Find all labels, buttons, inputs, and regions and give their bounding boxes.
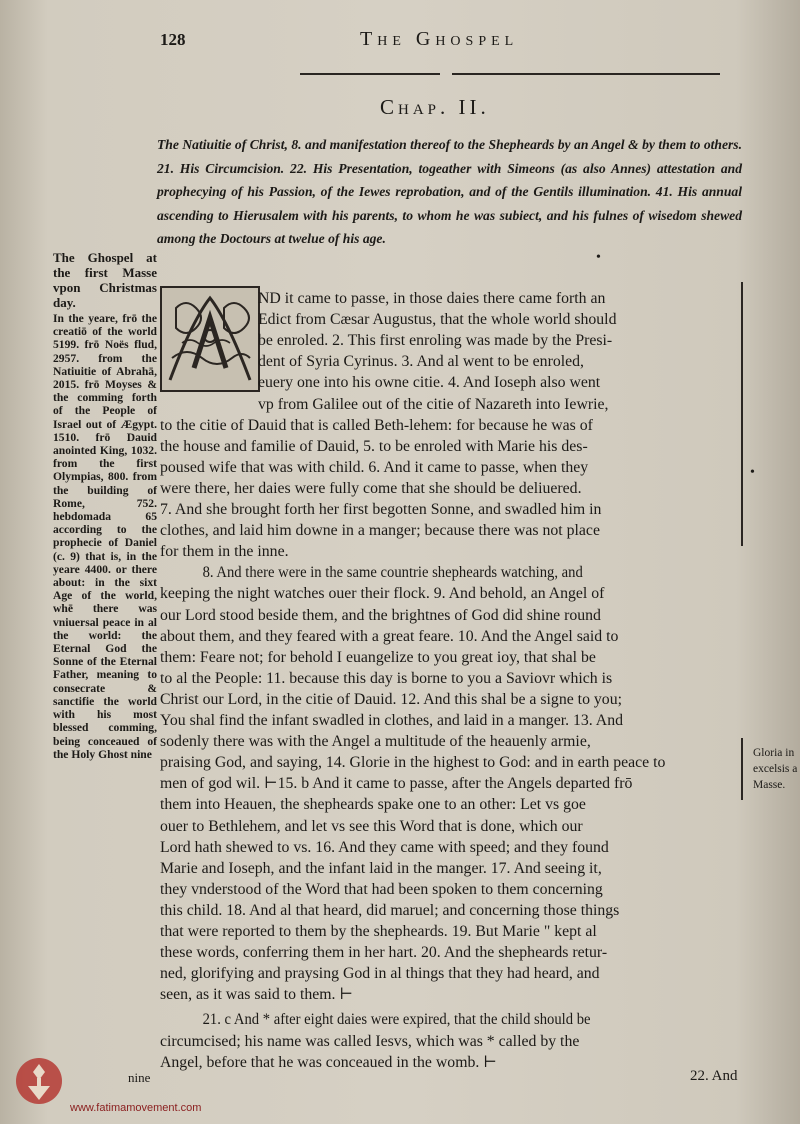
text-line: these words, conferring them in her hart. 20. And the shepheards retur-: [160, 944, 608, 962]
drop-cap-ornament: [162, 288, 258, 390]
text-line: them into Heauen, the shepheards spake one to an other: Let vs goe: [160, 796, 586, 814]
text-line: that were reported to them by the shepheards. 19. But Marie " kept al: [160, 923, 597, 940]
text-line: euery one into his owne citie. 4. And Ioseph also went: [258, 374, 601, 392]
left-margin-notes: [53, 250, 157, 761]
margin-rule-right-mid: [741, 738, 743, 800]
text-line: to the citie of Dauid that is called Beth-lehem: for because he was of: [160, 416, 593, 434]
text-line: praising God, and saying, 14. Glorie in the highest to God: and in earth peace to: [160, 754, 666, 772]
text-line: for them in the inne.: [160, 543, 289, 561]
text-line: Lord hath shewed to vs. 16. And they came with speed; and they found: [160, 838, 609, 856]
text-line: Angel, before that he was conceaued in the womb. ⊢: [160, 1053, 497, 1071]
text-line: ouer to Bethlehem, and let vs see this Word that is done, which our: [160, 817, 583, 835]
text-line: poused wife that was with child. 6. And it came to passe, when they: [160, 458, 589, 476]
text-line: be enroled. 2. This first enroling was made by the Presi-: [258, 332, 613, 350]
text-line: them: Feare not; for behold I euangelize to you great ioy, that shal be: [160, 648, 596, 666]
text-line: men of god wil. ⊢15. b And it came to passe, after the Angels departed frō: [160, 775, 633, 793]
margin-heading: The Ghospel at the first Masse vpon Christmas day.: [53, 250, 157, 310]
right-margin-note: Gloria in excelsis a Masse.: [753, 747, 798, 791]
text-line: to al the People: 11. because this day is borne to you a Saviovr which is: [160, 669, 613, 687]
text-line: vp from Galilee out of the citie of Nazareth into Iewrie,: [258, 395, 609, 413]
text-line: seen, as it was said to them. ⊢: [160, 986, 354, 1004]
text-line: clothes, and laid him downe in a manger; because there was not place: [160, 522, 600, 540]
margin-rule-right-top: [741, 282, 743, 546]
text-line: circumcised; his name was called Iesvs, which was * called by the: [160, 1032, 580, 1050]
text-line: they vnderstood of the Word that had been spoken to them concerning: [160, 880, 603, 898]
text-line: 21. c And * after eight daies were expired, that the child should be: [202, 1011, 591, 1029]
header-rule-left: [300, 73, 440, 75]
papal-emblem-icon: [14, 1056, 64, 1106]
text-line: were there, her daies were fully come that she should be deliuered.: [160, 479, 582, 497]
margin-dot: •: [750, 465, 755, 480]
drop-cap: [160, 286, 260, 392]
text-line: this child. 18. And al that heard, did maruel; and concerning those things: [160, 901, 620, 919]
text-line: 8. And there were in the same countrie shepheards watching, and: [202, 564, 583, 582]
catchword-right: 22. And: [690, 1068, 738, 1084]
text-line: our Lord stood beside them, and the brightnes of God did shine round: [160, 606, 601, 624]
page-number: 128: [160, 30, 186, 49]
text-line: Marie and Ioseph, and the infant laid in the manger. 17. And seeing it,: [160, 859, 602, 877]
text-line: Edict from Cæsar Augustus, that the whole world should: [258, 311, 617, 329]
text-line: ND it came to passe, in those daies there came forth an: [258, 290, 606, 307]
catchword-left: nine: [128, 1070, 151, 1085]
text-line: ned, glorifying and praysing God in al things that they had heard, and: [160, 965, 600, 983]
chapter-heading: Chap. II.: [380, 95, 490, 119]
text-line: Christ our Lord, in the citie of Dauid. 12. And this shal be a signe to you;: [160, 690, 622, 708]
text-line: keeping the night watches ouer their flock. 9. And behold, an Angel of: [160, 585, 605, 603]
text-line: about them, and they feared with a great feare. 10. And the Angel said to: [160, 627, 619, 645]
argument-dot: •: [596, 250, 601, 265]
text-line: the house and familie of Dauid, 5. to be enroled with Marie his des-: [160, 437, 588, 455]
margin-chronology-note: In the yeare, frō the creatiō of the world 5199. frō Noës flud, 2957. from the Natiuitie of Abrahā, 2015. frō Moyses & the comming forth of the People of Israel out of Ægypt. 1510. frō Dauid anointed King, 1032. from the first Olympias, 800. from the building of Rome, 752. hebdomada 65 according to the prophecie of Daniel (c. 9) that is, in the yeare 4400. or there about: in the sixt Age of the world, whē there was vniuersal peace in al the world: the Eternal God the Sonne of the Eternal Father, meaning to consecrate & sanctifie the world with his most blessed comming, being conceaued of the Holy Ghost nine: [53, 312, 157, 761]
watermark-url: www.fatimamovement.com: [70, 1102, 202, 1114]
text-line: You shal find the infant swadled in clothes, and laid in a manger. 13. And: [160, 712, 624, 729]
text-line: 7. And she brought forth her first begotten Sonne, and swadled him in: [160, 501, 602, 518]
header-rule-right: [452, 73, 720, 75]
chapter-argument: The Natiuitie of Christ, 8. and manifestation thereof to the Shepheards by an Angel & by them to others. 21. His Circumcision. 22. His Presentation, togeather with Simeons (as also Annes) attestation and prophecying of his Passion, of the Iewes reprobation, and of the Gentils illumination. 41. His annual ascending to Hierusalem with his parents, to whom he was subiect, and his fulnes of wisedom shewed among the Doctours at twelue of his age.: [157, 137, 742, 246]
text-line: dent of Syria Cyrinus. 3. And al went to be enroled,: [258, 353, 584, 371]
running-title: The Ghospel: [360, 28, 519, 50]
text-line: sodenly there was with the Angel a multitude of the heauenly armie,: [160, 733, 591, 751]
